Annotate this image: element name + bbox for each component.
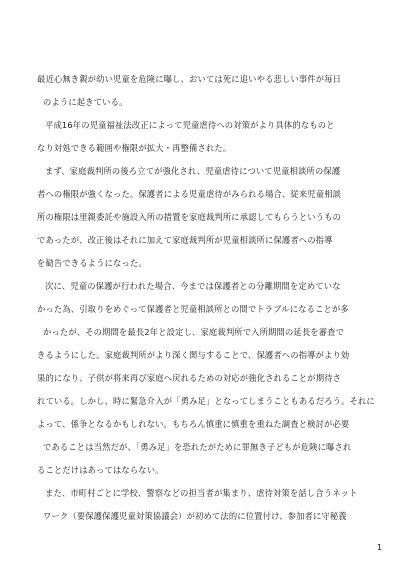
text-line-7: 所の権限は里親委託や施設入所の措置を家庭裁判所に承認してもらうというもの <box>37 212 342 222</box>
text-line-16: よって、係争となるかもしれない。もちろん慎重に慎重を重ねた調査と検討が必要 <box>37 419 350 429</box>
text-line-6: 者への権限が強くなった。保護者による児童虐待がみられる場合、従来児童相談 <box>37 189 342 199</box>
text-line-4: なり対処できる範囲や権限が拡大・再整備された。 <box>37 143 232 153</box>
text-line-17: であることは当然だが、「勇み足」を恐れたがために罪無き子どもが危険に曝され <box>43 442 352 452</box>
text-line-20: ワーク（要保護保護児童対策協議会）が初めて法的に位置付け、参加者に守秘義 <box>43 511 347 521</box>
text-line-19: また、市町村ごとに学校、警察などの担当者が集まり、虐待対策を話し合うネット <box>45 488 358 498</box>
text-line-11: かった為、引取りをめぐって保護者と児童相談所との間でトラブルになることが多 <box>37 304 349 314</box>
text-line-14: 果的になり、子供が将来再び家庭へ戻れるための対応が強化されることが期待さ <box>37 373 342 383</box>
text-line-8: であったが、改正後はそれに加えて家庭裁判所が児童相談所に保護者への指導 <box>37 235 333 245</box>
text-line-5: まず、家庭裁判所の後ろ立てが強化され、児童虐待について児童相談所の保護 <box>45 166 341 176</box>
page-number: 1 <box>377 543 383 552</box>
text-line-3: 平成16年の児童福祉法改正によって児童虐待への対策がより具体的なものと <box>45 120 335 130</box>
text-line-18: ることだけはあってはならない。 <box>37 465 164 475</box>
text-line-12: かったが、その期間を最長2年と設定し、家庭裁判所で入所期間の延長を審査で <box>43 327 345 337</box>
text-line-9: を勧告できるようになった。 <box>37 258 147 268</box>
text-line-2: のように起きている。 <box>43 97 128 107</box>
text-line-1: 最近心無き親が幼い児童を危険に曝し、おいては死に追いやる悲しい事件が毎日 <box>37 74 342 84</box>
text-line-10: 次に、児童の保護が行われた場合、今までは保護者との分離期間を定めていな <box>45 281 341 291</box>
text-line-13: きるようにした。家庭裁判所がより深く関与することで、保護者への指導がより効 <box>37 350 350 360</box>
text-line-15: れている。しかし、時に緊急介入が「勇み足」となってしまうこともあるだろう。それに <box>37 396 375 406</box>
